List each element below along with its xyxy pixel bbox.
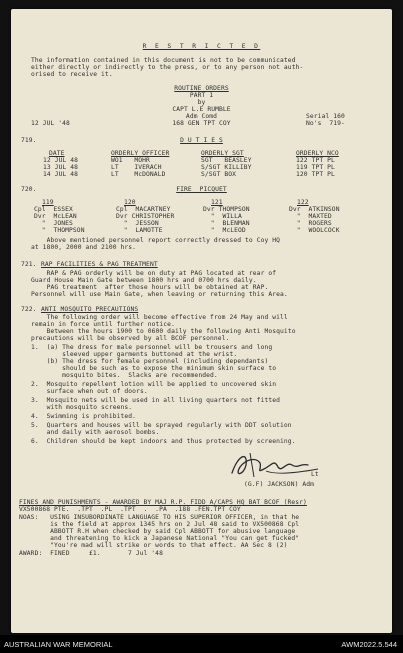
fines-line: ABBOTT R.H when checked by said Cpl ABBOTT for abusive language bbox=[19, 528, 296, 535]
duty-cell: WO1 MOHR bbox=[111, 157, 150, 164]
picquet-platoon: 119 bbox=[42, 199, 54, 206]
mosquito-line: remain in force until further notice. bbox=[31, 321, 175, 328]
picquet-note: at 1800, 2000 and 2100 hrs. bbox=[31, 244, 137, 251]
duty-cell: 122 TPT PL bbox=[296, 157, 335, 164]
rap-line: PAG treatment after those hours will be obtained at RAP. bbox=[31, 284, 269, 291]
orders-by: by bbox=[197, 99, 206, 106]
mosquito-line: with mosquito screens. bbox=[31, 404, 133, 411]
archive-reference: AWM2022.5.544 bbox=[341, 640, 397, 649]
mosquito-line: precautions will be observed by all BCOF personnel. bbox=[31, 335, 230, 342]
duty-cell: 12 JUL 48 bbox=[43, 157, 79, 164]
document-page bbox=[11, 9, 392, 633]
picquet-member: " BLENMAN bbox=[203, 220, 250, 227]
column-header: DATE bbox=[49, 150, 65, 157]
orders-role: Adm Comd bbox=[185, 113, 218, 120]
picquet-member: Dvr McLEAN bbox=[34, 213, 77, 220]
mosquito-line: Between the hours 1900 to 0600 daily the following Anti Mosquito bbox=[31, 328, 296, 335]
section-heading: ANTI MOSQUITO PRECAUTIONS bbox=[41, 306, 139, 313]
classification-heading: R E S T R I C T E D bbox=[142, 43, 261, 50]
mosquito-line: surface when out of doors. bbox=[31, 388, 148, 395]
signature-rank: Lt bbox=[311, 471, 319, 478]
section-number: 719. bbox=[21, 137, 37, 144]
picquet-member: " MAXTED bbox=[289, 213, 332, 220]
mosquito-line: sleeved upper garments buttoned at the wrist. bbox=[31, 351, 238, 358]
orders-date: 12 JUL '48 bbox=[31, 120, 70, 127]
section-heading: D U T I E S bbox=[180, 137, 223, 144]
rap-line: Personnel will use Main Gate, when leaving or returning this Area. bbox=[31, 291, 288, 298]
picquet-member: Dvr THOMPSON bbox=[203, 206, 250, 213]
picquet-member: " McLEOD bbox=[203, 227, 246, 234]
picquet-member: " JESSON bbox=[116, 220, 159, 227]
intro-line-1: The information contained in this document is not to be communicated bbox=[31, 57, 296, 64]
section-number: 722. bbox=[21, 306, 37, 313]
fines-heading: FINES AND PUNISHMENTS - AWARDED BY MAJ R.P. FIDD A/CAPS HQ BAT BCOF (Resr) bbox=[19, 499, 307, 506]
picquet-member: " LAMOTTE bbox=[116, 227, 163, 234]
mosquito-line: 5. Quarters and houses will be sprayed regularly with DDT solution bbox=[31, 422, 292, 429]
mosquito-line: 4. Swimming is prohibited. bbox=[31, 413, 137, 420]
mosquito-line: and daily with aerosol bombs. bbox=[31, 429, 160, 436]
orders-title: ROUTINE ORDERS bbox=[174, 85, 229, 92]
fines-line: is the field at approx 1345 hrs on 2 Jul 48 said to VX500868 Cpl bbox=[19, 521, 300, 528]
mosquito-line: The following order will become effective from 24 May and will bbox=[31, 314, 288, 321]
section-heading: FIRE PICQUET bbox=[176, 186, 227, 193]
picquet-platoon: 120 bbox=[124, 199, 136, 206]
duty-cell: LT IVERACH bbox=[111, 164, 162, 171]
orders-officer: CAPT L.E RUMBLE bbox=[172, 106, 231, 113]
fines-line: and threatening to kick a Japanese National "You can get fucked" bbox=[19, 535, 300, 542]
mosquito-line: 1. (a) The dress for male personnel will be trousers and long bbox=[31, 344, 273, 351]
archive-name: AUSTRALIAN WAR MEMORIAL bbox=[4, 640, 113, 649]
picquet-member: Cpl MACARTNEY bbox=[116, 206, 171, 213]
picquet-member: Cpl ESSEX bbox=[34, 206, 73, 213]
fines-line: VX500868 PTE. .TPT .PL .TPT . .PA .188 .FEN.TPT COY bbox=[19, 506, 241, 513]
section-heading: RAP FACILITIES & PAG TREATMENT bbox=[41, 261, 158, 268]
picquet-platoon: 122 bbox=[297, 199, 309, 206]
mosquito-line: (b) The dress for female personnel (including dependants) bbox=[31, 358, 269, 365]
mosquito-line: 3. Mosquito nets will be used in all living quarters not fitted bbox=[31, 397, 281, 404]
fines-line: NOAS: USING INSUBORDINATE LANGUAGE TO HIS SUPERIOR OFFICER, in that he bbox=[19, 514, 300, 521]
duty-cell: 14 JUL 48 bbox=[43, 171, 79, 178]
duty-cell: SGT BEASLEY bbox=[201, 157, 252, 164]
orders-unit: 168 GEN TPT COY bbox=[172, 120, 231, 127]
rap-line: RAP & PAG orderly will be on duty at PAG located at rear of bbox=[31, 270, 277, 277]
orders-serial: Serial 160 bbox=[306, 113, 345, 120]
picquet-member: Dvr CHRISTOPHER bbox=[116, 213, 175, 220]
duty-cell: S/SGT BOX bbox=[201, 171, 237, 178]
mosquito-line: 2. Mosquito repellent lotion will be applied to uncovered skin bbox=[31, 381, 277, 388]
column-header: ORDERLY SGT bbox=[201, 150, 244, 157]
column-header: ORDERLY OFFICER bbox=[111, 150, 170, 157]
archive-footer bbox=[0, 635, 403, 653]
picquet-member: Dvr ATKINSON bbox=[289, 206, 340, 213]
intro-line-2: either directly or indirectly to the press, or to any person not auth- bbox=[31, 64, 304, 71]
picquet-member: " WILLA bbox=[203, 213, 242, 220]
duty-cell: 13 JUL 48 bbox=[43, 164, 79, 171]
intro-line-3: orised to receive it. bbox=[31, 71, 113, 78]
picquet-platoon: 121 bbox=[211, 199, 223, 206]
handwritten-signature bbox=[226, 447, 336, 481]
duty-cell: 120 TPT PL bbox=[296, 171, 335, 178]
rap-line: Guard House Main Gate between 1800 hrs and 0700 hrs daily. bbox=[31, 277, 257, 284]
section-number: 720. bbox=[21, 186, 37, 193]
mosquito-line: 6. Children should be kept indoors and thus protected by screening. bbox=[31, 438, 296, 445]
picquet-member: " THOMPSON bbox=[34, 227, 85, 234]
duty-cell: 119 TPT PL bbox=[296, 164, 335, 171]
fines-line: "You're mad will strike or words to that effect. AA Sec 8 (2) bbox=[19, 542, 288, 549]
fines-line: AWARD: FINED £1. 7 Jul '48 bbox=[19, 550, 163, 557]
orders-numbers: No's 719- bbox=[306, 120, 345, 127]
orders-part: PART 1 bbox=[189, 92, 214, 99]
column-header: ORDERLY NCO bbox=[296, 150, 339, 157]
duty-cell: LT McDONALD bbox=[111, 171, 166, 178]
signature-name: (G.F) JACKSON) Adm bbox=[244, 481, 315, 488]
picquet-member: " ROGERS bbox=[289, 220, 332, 227]
duty-cell: S/SGT KILLIBY bbox=[201, 164, 252, 171]
section-number: 721. bbox=[21, 261, 37, 268]
picquet-note: Above mentioned personnel report correctly dressed to Coy HQ bbox=[31, 237, 281, 244]
picquet-member: " WOOLCOCK bbox=[289, 227, 340, 234]
mosquito-line: mosquito bites. Slacks are recommended. bbox=[31, 372, 218, 379]
mosquito-line: should be such as to expose the minimum skin surface to bbox=[31, 365, 277, 372]
picquet-member: " JONES bbox=[34, 220, 73, 227]
